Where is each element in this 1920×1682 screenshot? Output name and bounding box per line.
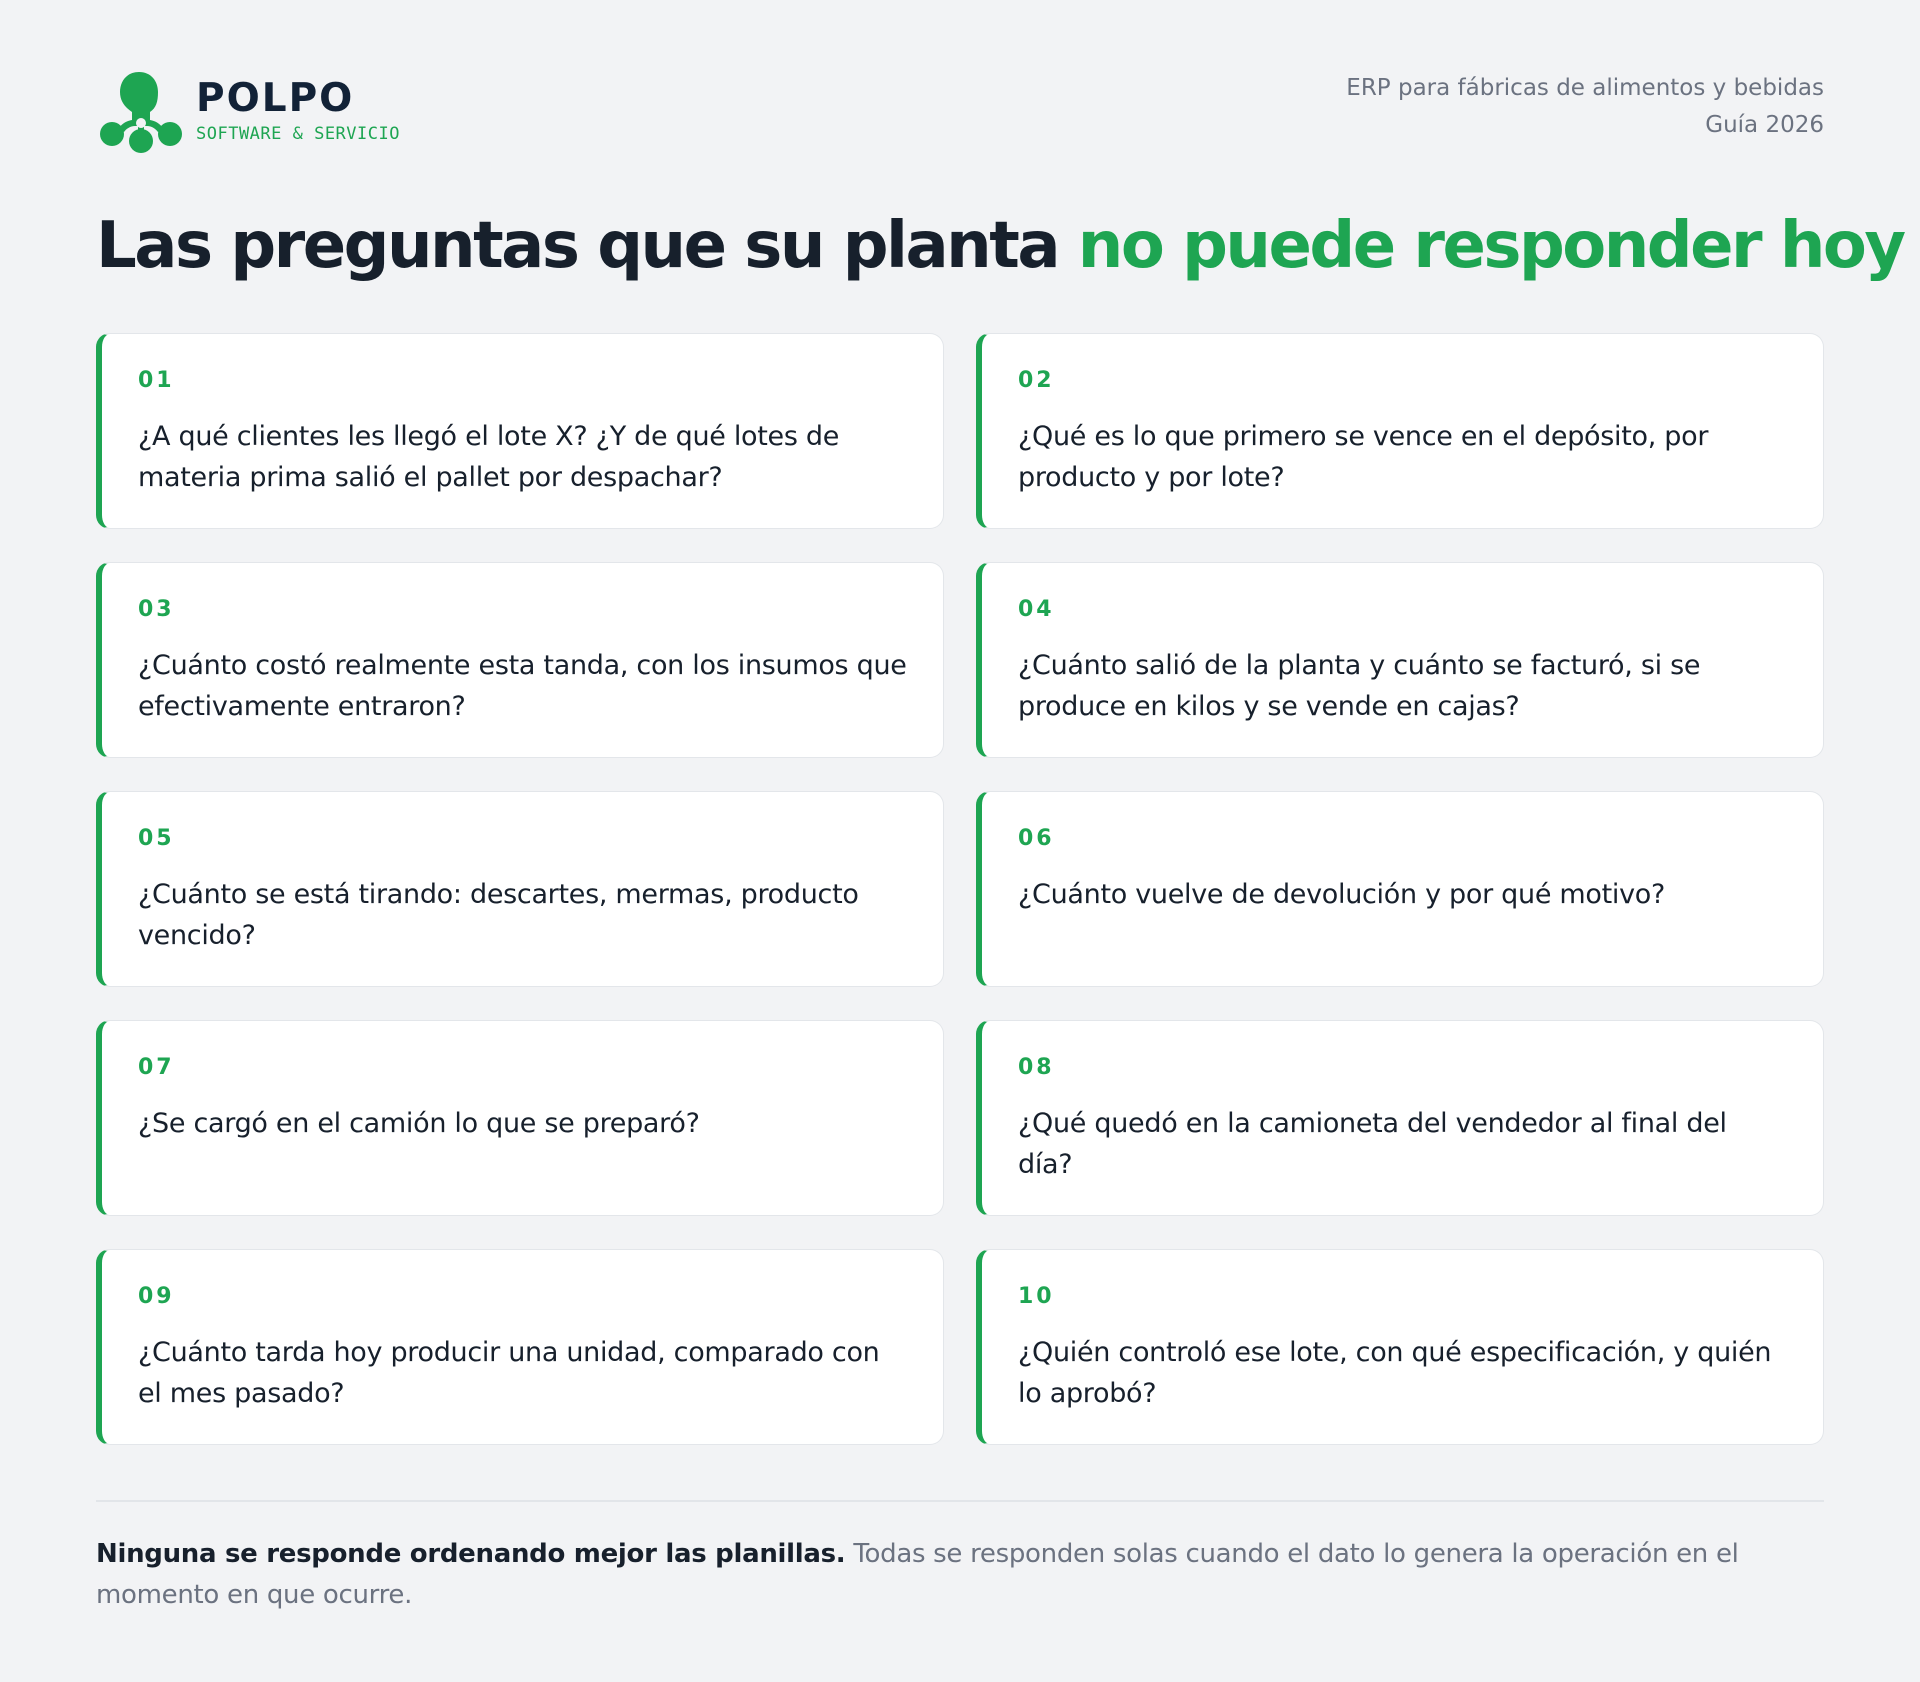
question-number: 01 [138, 368, 175, 393]
footer-divider [96, 1500, 1824, 1502]
page-title-main: Las preguntas que su planta [96, 209, 1078, 283]
question-text: ¿Cuánto vuelve de devolución y por qué motivo? [1018, 879, 1666, 910]
question-card [976, 1249, 1824, 1445]
question-card [976, 791, 1824, 987]
question-text: ¿Qué quedó en la camioneta del vendedor al final del día? [1018, 1108, 1727, 1180]
brand-text [196, 78, 400, 144]
page-title [96, 206, 1904, 286]
header-edition: Guía 2026 [1705, 112, 1824, 138]
footer-rest: Todas se responden solas cuando el dato lo genera la operación en el momento en que ocurre. [96, 1539, 1739, 1610]
question-card [96, 1249, 944, 1445]
octopus-logo-icon [96, 68, 182, 154]
question-card [976, 562, 1824, 758]
page-title-accent: no puede responder hoy [1077, 209, 1904, 283]
question-card [96, 333, 944, 529]
question-number: 09 [138, 1284, 175, 1309]
question-text: ¿Quién controló ese lote, con qué especificación, y quién lo aprobó? [1018, 1337, 1772, 1409]
question-number: 04 [1018, 597, 1055, 622]
header [96, 0, 1824, 170]
question-number: 07 [138, 1055, 175, 1080]
question-number: 06 [1018, 826, 1055, 851]
question-card [96, 791, 944, 987]
brand-tagline: SOFTWARE & SERVICIO [196, 124, 400, 144]
question-number: 08 [1018, 1055, 1055, 1080]
brand-logo[interactable] [96, 68, 400, 154]
footer-note [96, 1534, 1824, 1616]
header-subtitle: ERP para fábricas de alimentos y bebidas [1346, 75, 1824, 101]
question-card [976, 1020, 1824, 1216]
question-text: ¿Se cargó en el camión lo que se preparó? [138, 1108, 700, 1139]
question-card [96, 1020, 944, 1216]
question-number: 03 [138, 597, 175, 622]
question-number: 02 [1018, 368, 1055, 393]
footer-bold: Ninguna se responde ordenando mejor las planillas. [96, 1539, 846, 1569]
header-meta [1346, 70, 1824, 144]
question-text: ¿Cuánto tarda hoy producir una unidad, comparado con el mes pasado? [138, 1337, 880, 1409]
question-text: ¿Cuánto salió de la planta y cuánto se facturó, si se produce en kilos y se vende en cajas? [1018, 650, 1701, 722]
brand-name: POLPO [196, 76, 355, 121]
question-text: ¿Cuánto se está tirando: descartes, mermas, producto vencido? [138, 879, 859, 951]
question-text: ¿Qué es lo que primero se vence en el depósito, por producto y por lote? [1018, 421, 1709, 493]
question-text: ¿Cuánto costó realmente esta tanda, con los insumos que efectivamente entraron? [138, 650, 907, 722]
question-card [976, 333, 1824, 529]
question-number: 10 [1018, 1284, 1055, 1309]
question-text: ¿A qué clientes les llegó el lote X? ¿Y de qué lotes de materia prima salió el pallet por despachar? [138, 421, 840, 493]
questions-grid [96, 333, 1824, 1445]
question-number: 05 [138, 826, 175, 851]
question-card [96, 562, 944, 758]
